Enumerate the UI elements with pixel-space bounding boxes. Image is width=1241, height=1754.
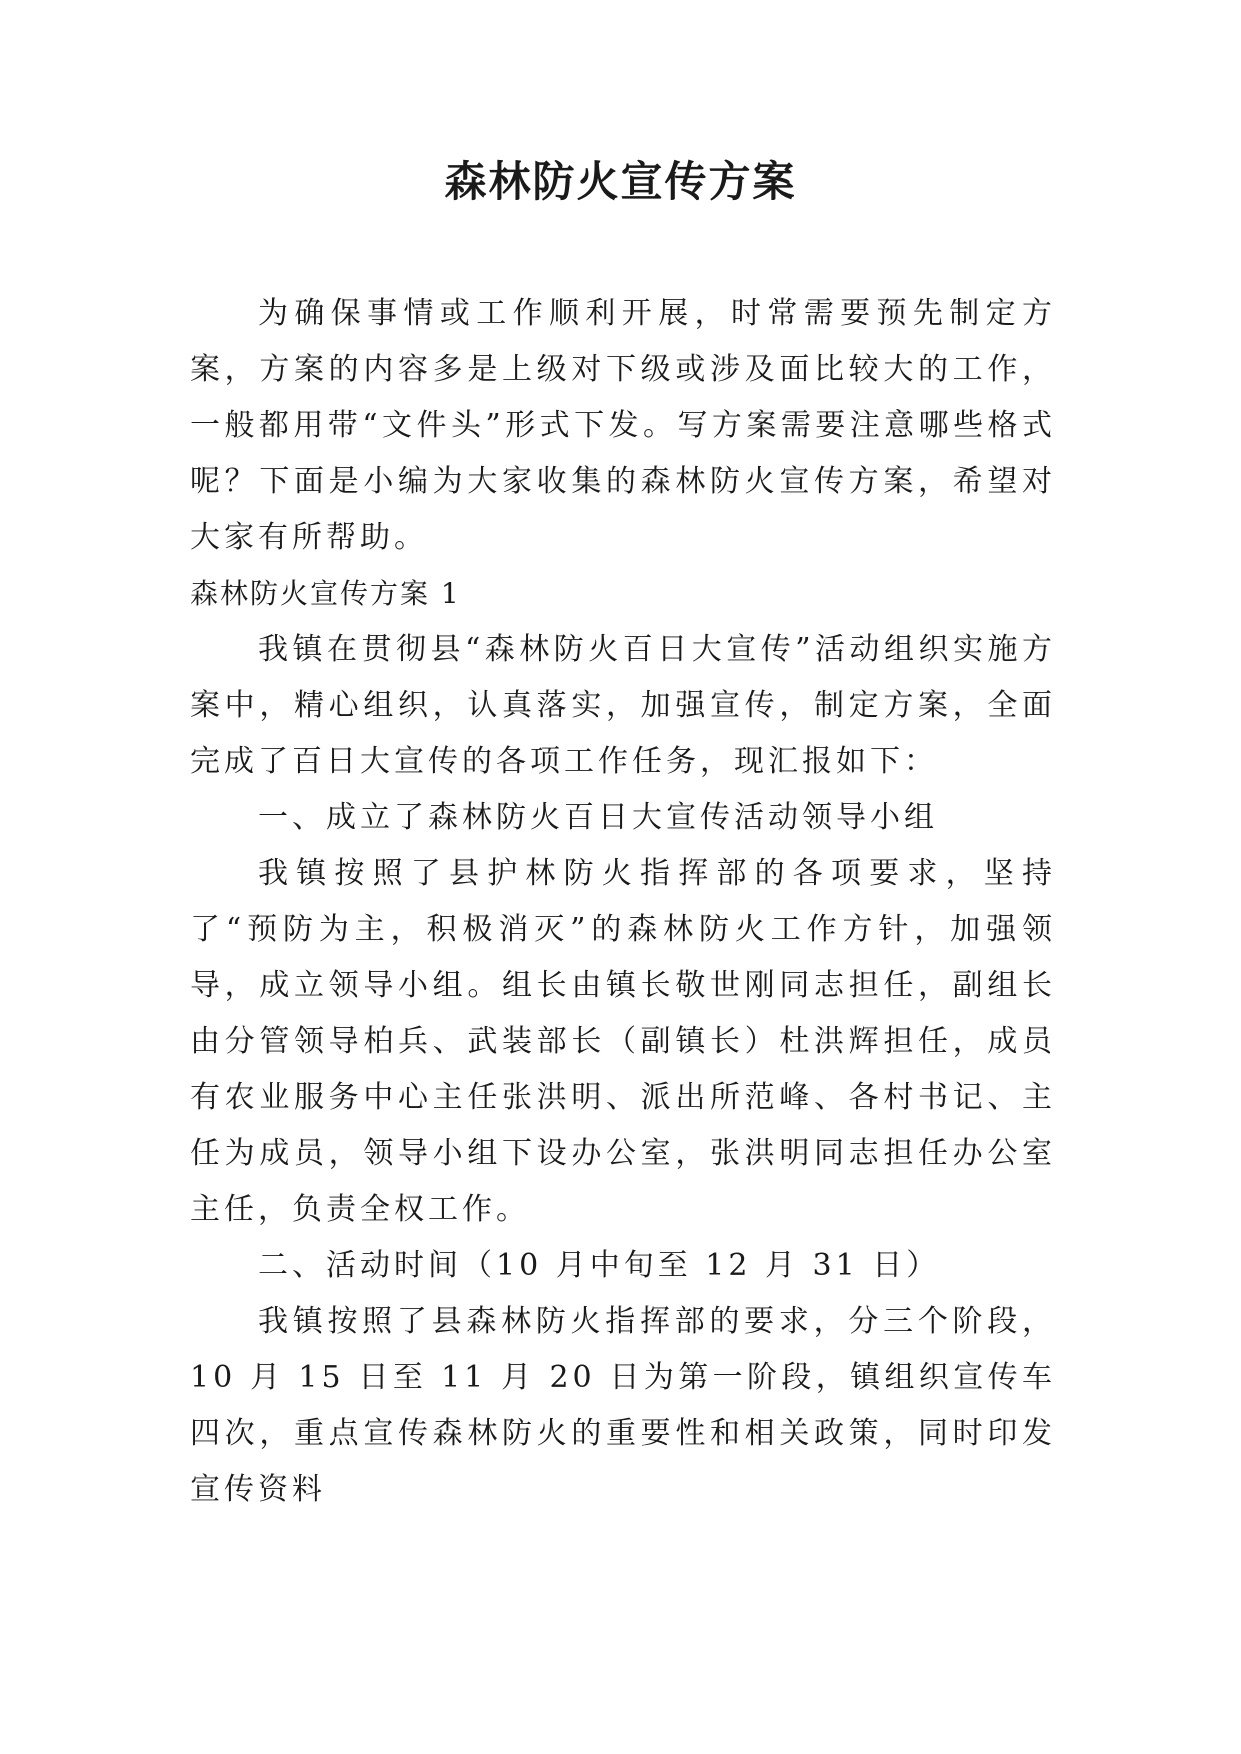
body-paragraph: 我镇按照了县森林防火指挥部的要求，分三个阶段，10 月 15 日至 11 月 20 日为第一阶段，镇组织宣传车四次，重点宣传森林防火的重要性和相关政策，同时印发宣传资料 xyxy=(190,1304,1056,1507)
section-title: 森林防火宣传方案 1 xyxy=(190,577,461,610)
document-title: 森林防火宣传方案 xyxy=(444,157,797,206)
body-paragraph: 我镇按照了县护林防火指挥部的各项要求，坚持了“预防为主，积极消灭”的森林防火工作方针，加强领导，成立领导小组。组长由镇长敬世刚同志担任，副组长由分管领导柏兵、武装部长（副镇长）杜洪辉担任，成员有农业服务中心主任张洪明、派出所范峰、各村书记、主任为成员，领导小组下设办公室，张洪明同志担任办公室主任，负责全权工作。 xyxy=(190,856,1056,1227)
body-paragraph: 我镇在贯彻县“森林防火百日大宣传”活动组织实施方案中，精心组织，认真落实，加强宣传，制定方案，全面完成了百日大宣传的各项工作任务，现汇报如下： xyxy=(190,632,1056,779)
intro-paragraph: 为确保事情或工作顺利开展，时常需要预先制定方案，方案的内容多是上级对下级或涉及面比较大的工作，一般都用带“文件头”形式下发。写方案需要注意哪些格式呢？下面是小编为大家收集的森林防火宣传方案，希望对大家有所帮助。 xyxy=(190,296,1056,555)
heading-paragraph: 一、成立了森林防火百日大宣传活动领导小组 xyxy=(258,800,938,835)
heading-paragraph: 二、活动时间（10 月中旬至 12 月 31 日） xyxy=(258,1248,941,1283)
document-body xyxy=(190,286,1056,1518)
